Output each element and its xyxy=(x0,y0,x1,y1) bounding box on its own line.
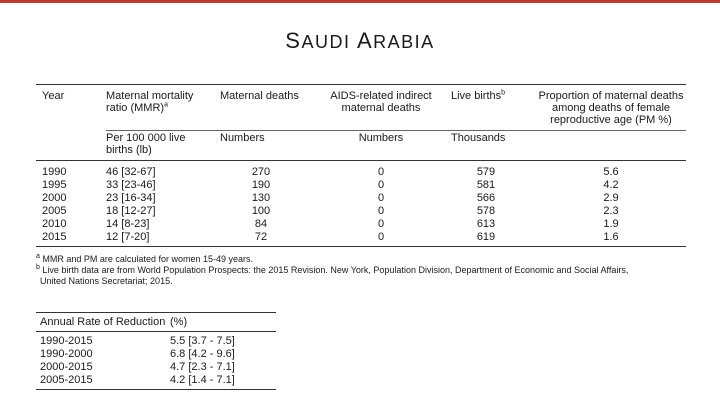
subheader-mmr-line2: births (lb) xyxy=(106,144,152,156)
cell-mmr: 33 [23-46] xyxy=(106,179,156,191)
cell-aids: 0 xyxy=(377,192,385,204)
cell-aids: 0 xyxy=(377,218,385,230)
cell-pm: 5.6 xyxy=(603,166,619,178)
header-pm-line2: among deaths of female xyxy=(551,102,671,114)
cell-year: 2010 xyxy=(42,218,67,230)
title-rest-2: RABIA xyxy=(373,32,435,53)
subheader-mmr-line1: Per 100 000 live xyxy=(106,132,186,144)
cell-mmr: 12 [7-20] xyxy=(106,231,150,243)
header-mmr-line1: Maternal mortality xyxy=(106,90,194,102)
cell-mmr: 23 [16-34] xyxy=(106,192,156,204)
header-year: Year xyxy=(42,90,65,102)
page-title xyxy=(0,28,720,54)
footnote-b-text: Live birth data are from World Population Prospects: the 2015 Revision. New York, Population Division, Department of Economic and Social Affairs, xyxy=(39,265,629,275)
cell-mmr: 18 [12-27] xyxy=(106,205,156,217)
rate-period: 1990-2015 xyxy=(40,335,93,347)
rate-value: 4.2 [1.4 - 7.1] xyxy=(170,374,235,386)
cell-pm: 2.9 xyxy=(603,192,619,204)
subheader-aids: Numbers xyxy=(358,132,404,144)
cell-births: 581 xyxy=(476,179,496,191)
cell-pm: 1.6 xyxy=(603,231,619,243)
footnote-a-mark: a xyxy=(36,253,40,260)
table-bottom-rule xyxy=(36,246,686,247)
footnote-b xyxy=(36,265,696,276)
cell-births: 613 xyxy=(476,218,496,230)
subheader-deaths: Numbers xyxy=(220,132,265,144)
cell-year: 2000 xyxy=(42,192,67,204)
header-mmr-footnote-mark: a xyxy=(164,101,168,109)
cell-aids: 0 xyxy=(377,205,385,217)
cell-aids: 0 xyxy=(377,231,385,243)
rate-header-unit: (%) xyxy=(170,316,188,328)
subheader-births: Thousands xyxy=(451,132,506,144)
header-aids-line1: AIDS-related indirect xyxy=(330,90,432,102)
top-accent-rule xyxy=(0,0,720,3)
cell-pm: 1.9 xyxy=(603,218,619,230)
subheader-mmr xyxy=(106,132,216,156)
cell-aids: 0 xyxy=(377,179,385,191)
cell-births: 579 xyxy=(476,166,496,178)
rate-table-bottom-rule xyxy=(36,389,276,390)
table-subheader-rule xyxy=(36,160,686,161)
table-header-divider xyxy=(106,130,686,131)
cell-pm: 4.2 xyxy=(603,179,619,191)
cell-aids: 0 xyxy=(377,166,385,178)
cell-mmr: 46 [32-67] xyxy=(106,166,156,178)
cell-year: 1995 xyxy=(42,179,67,191)
title-rest-1: AUDI xyxy=(301,32,357,53)
rate-period: 2000-2015 xyxy=(40,361,93,373)
footnote-b-mark: b xyxy=(36,264,40,271)
cell-year: 1990 xyxy=(42,166,67,178)
header-births-footnote-mark: b xyxy=(501,89,506,97)
cell-mmr: 14 [8-23] xyxy=(106,218,150,230)
header-mmr xyxy=(106,90,216,114)
footnote-b-continuation: United Nations Secretariat; 2015. xyxy=(40,276,173,286)
cell-births: 566 xyxy=(476,192,496,204)
cell-deaths: 84 xyxy=(254,218,268,230)
cell-births: 619 xyxy=(476,231,496,243)
header-deaths: Maternal deaths xyxy=(220,90,299,102)
header-births-label: Live births xyxy=(451,90,502,102)
cell-deaths: 72 xyxy=(254,231,268,243)
header-pm-line3: reproductive age (PM %) xyxy=(550,114,672,126)
rate-period: 2005-2015 xyxy=(40,374,93,386)
cell-deaths: 130 xyxy=(251,192,271,204)
header-mmr-line2: ratio (MMR) xyxy=(106,102,165,114)
rate-table-top-rule xyxy=(36,312,276,313)
cell-year: 2015 xyxy=(42,231,67,243)
rate-period: 1990-2000 xyxy=(40,348,93,360)
table-top-rule xyxy=(36,84,686,85)
cell-deaths: 270 xyxy=(251,166,271,178)
footnote-a-text: MMR and PM are calculated for women 15-49 years. xyxy=(39,254,253,264)
footnotes xyxy=(36,254,696,287)
cell-deaths: 190 xyxy=(251,179,271,191)
cell-births: 578 xyxy=(476,205,496,217)
rate-value: 4.7 [2.3 - 7.1] xyxy=(170,361,235,373)
cell-year: 2005 xyxy=(42,205,67,217)
cell-deaths: 100 xyxy=(251,205,271,217)
footnote-a xyxy=(36,254,696,265)
rate-table-header-rule xyxy=(36,331,276,332)
cell-pm: 2.3 xyxy=(603,205,619,217)
header-pm xyxy=(536,90,686,126)
header-aids xyxy=(321,90,441,114)
header-pm-line1: Proportion of maternal deaths xyxy=(538,90,684,102)
title-initial-1: S xyxy=(285,28,302,54)
rate-value: 5.5 [3.7 - 7.5] xyxy=(170,335,235,347)
rate-value: 6.8 [4.2 - 9.6] xyxy=(170,348,235,360)
header-aids-line2: maternal deaths xyxy=(341,102,421,114)
title-initial-2: A xyxy=(356,28,374,54)
rate-header-label: Annual Rate of Reduction xyxy=(40,316,166,328)
header-births xyxy=(451,90,531,102)
